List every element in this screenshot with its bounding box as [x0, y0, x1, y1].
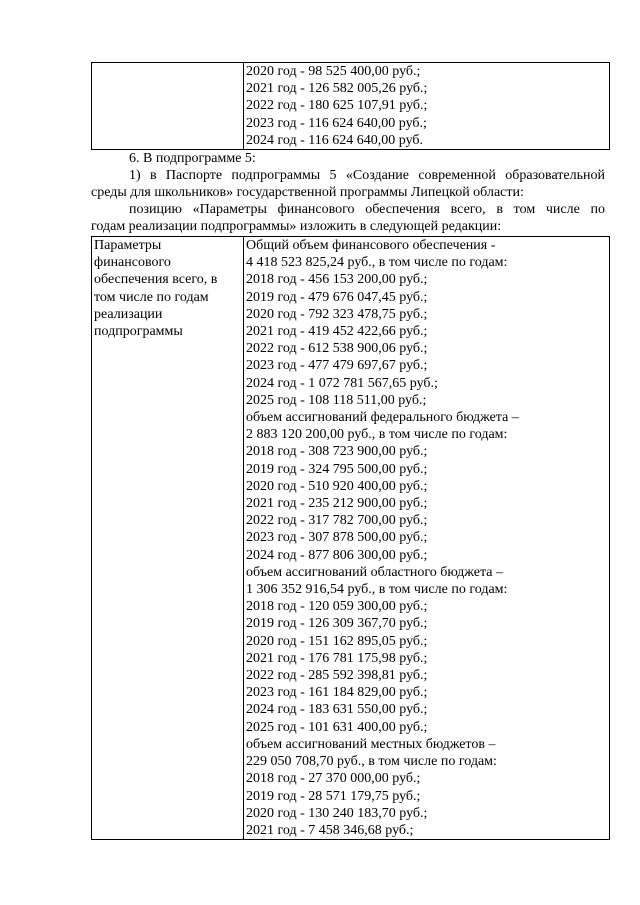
value-line: 2 883 120 200,00 руб., в том числе по годам:	[246, 427, 508, 443]
paragraph-text: 1) в Паспорте подпрограммы 5 «Создание современной образовательной	[129, 168, 605, 183]
value-line: 2023 год - 477 479 697,67 руб.;	[246, 358, 428, 374]
value-line: 2025 год - 101 631 400,00 руб.;	[246, 719, 428, 735]
table-row	[92, 237, 610, 840]
value-line: 2019 год - 479 676 047,45 руб.;	[246, 289, 428, 305]
value-line: 2018 год - 120 059 300,00 руб.;	[246, 599, 428, 615]
value-line: 2022 год - 317 782 700,00 руб.;	[246, 513, 428, 529]
value-line: 1 306 352 916,54 руб., в том числе по годам:	[246, 582, 508, 598]
label-line: финансового	[94, 255, 171, 271]
value-line: объем ассигнований областного бюджета –	[246, 564, 503, 580]
table-line: 2023 год - 116 624 640,00 руб.;	[246, 115, 427, 131]
table-line: 2022 год - 180 625 107,91 руб.;	[246, 98, 428, 114]
table-row	[92, 63, 610, 150]
label-line: подпрограммы	[94, 324, 183, 340]
value-line: 2023 год - 307 878 500,00 руб.;	[246, 530, 428, 546]
main-table	[91, 236, 610, 840]
label-line: Параметры	[94, 238, 162, 253]
label-line: том числе по годам	[94, 289, 209, 305]
value-line: 2024 год - 183 631 550,00 руб.;	[246, 702, 428, 718]
value-line: 2022 год - 612 538 900,06 руб.;	[246, 341, 428, 357]
table-line: 2024 год - 116 624 640,00 руб.	[246, 132, 424, 148]
value-line: 2020 год - 510 920 400,00 руб.;	[246, 478, 428, 494]
value-line: 2020 год - 130 240 183,70 руб.;	[246, 805, 428, 821]
value-line: 2023 год - 161 184 829,00 руб.;	[246, 685, 428, 701]
value-line: 2020 год - 151 162 895,05 руб.;	[246, 633, 428, 649]
value-line: 2019 год - 324 795 500,00 руб.;	[246, 461, 428, 477]
value-line: 2021 год - 235 212 900,00 руб.;	[246, 496, 428, 512]
value-line: 2021 год - 419 452 422,66 руб.;	[246, 324, 428, 340]
value-line: объем ассигнований федерального бюджета –	[246, 410, 519, 426]
value-line: 2019 год - 126 309 367,70 руб.;	[246, 616, 428, 632]
value-line: 2018 год - 27 370 000,00 руб.;	[246, 771, 421, 787]
value-line: 2021 год - 176 781 175,98 руб.;	[246, 650, 428, 666]
paragraph-section-6: 6. В подпрограмме 5:	[129, 151, 256, 166]
value-line: 229 050 708,70 руб., в том числе по годам:	[246, 754, 497, 770]
paragraph-text: позицию «Параметры финансового обеспечения всего, в том числе по	[129, 202, 605, 217]
label-line: реализации	[94, 306, 163, 322]
value-line: Общий объем финансового обеспечения -	[246, 238, 496, 253]
value-line: 2021 год - 7 458 346,68 руб.;	[246, 822, 414, 838]
paragraph-item-1-line-1	[91, 167, 605, 184]
top-table-right-cell	[244, 63, 610, 150]
value-line: 4 418 523 825,24 руб., в том числе по годам:	[246, 255, 508, 271]
value-line: 2024 год - 877 806 300,00 руб.;	[246, 547, 428, 563]
main-table-value-cell	[244, 237, 610, 840]
table-line: 2021 год - 126 582 005,26 руб.;	[246, 81, 428, 97]
paragraph-item-1-line-2: среды для школьников» государственной программы Липецкой области:	[91, 185, 524, 200]
main-table-label-cell	[92, 237, 244, 840]
value-line: объем ассигнований местных бюджетов –	[246, 736, 496, 752]
paragraph-position-line-2: годам реализации подпрограммы» изложить в следующей редакции:	[91, 219, 502, 234]
top-table-left-cell	[92, 63, 244, 150]
value-line: 2020 год - 792 323 478,75 руб.;	[246, 306, 428, 322]
table-line: 2020 год - 98 525 400,00 руб.;	[246, 64, 421, 79]
paragraph-position-line-1	[91, 201, 605, 218]
top-table	[91, 62, 610, 150]
value-line: 2022 год - 285 592 398,81 руб.;	[246, 668, 428, 684]
value-line: 2019 год - 28 571 179,75 руб.;	[246, 788, 421, 804]
label-line: обеспечения всего, в	[94, 272, 218, 288]
value-line: 2018 год - 456 153 200,00 руб.;	[246, 272, 428, 288]
value-line: 2018 год - 308 723 900,00 руб.;	[246, 444, 428, 460]
value-line: 2025 год - 108 118 511,00 руб.;	[246, 392, 427, 408]
value-line: 2024 год - 1 072 781 567,65 руб.;	[246, 375, 438, 391]
